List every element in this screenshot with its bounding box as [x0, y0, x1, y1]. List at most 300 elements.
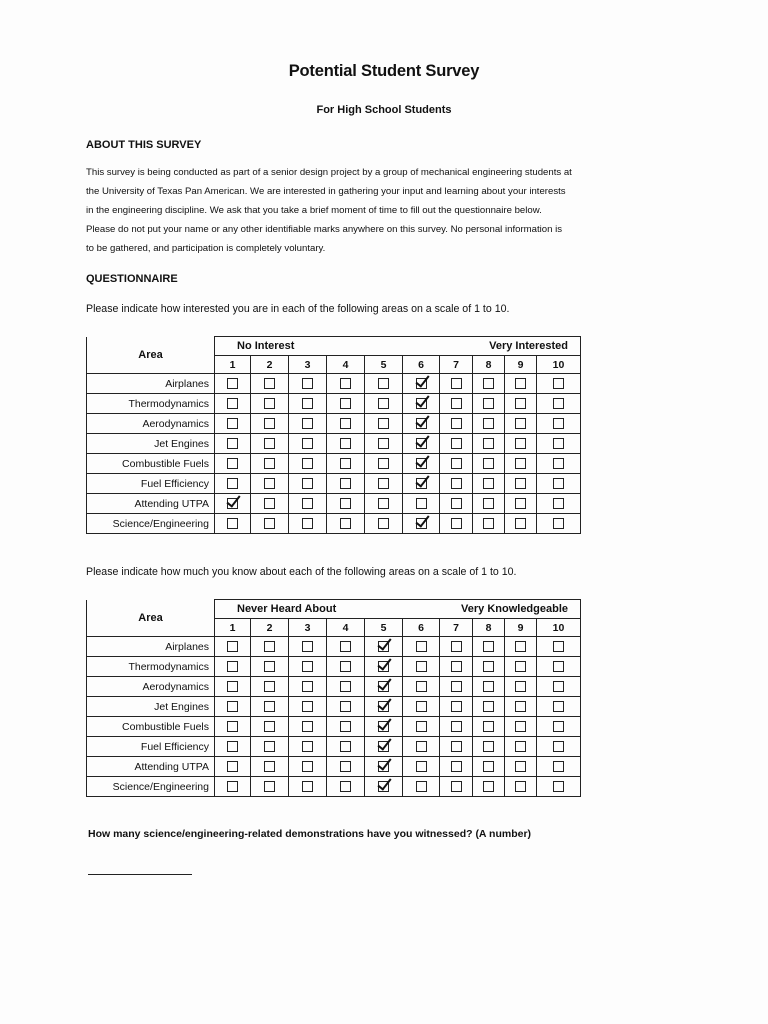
rating-checkbox[interactable] — [227, 761, 238, 772]
rating-checkbox[interactable] — [515, 781, 526, 792]
rating-checkbox[interactable] — [378, 498, 389, 509]
rating-checkbox[interactable] — [451, 701, 462, 712]
rating-cell — [473, 474, 505, 494]
rating-cell — [365, 737, 403, 757]
rating-cell — [215, 697, 251, 717]
rating-cell — [289, 414, 327, 434]
rating-checkbox[interactable] — [451, 398, 462, 409]
about-line: Please do not put your name or any other identifiable marks anywhere on this survey. No personal information is — [86, 224, 563, 235]
rating-cell — [473, 514, 505, 534]
rating-cell — [537, 757, 581, 777]
rating-cell — [505, 717, 537, 737]
rating-checkbox[interactable] — [451, 721, 462, 732]
scale-number: 5 — [365, 356, 403, 374]
scale-number: 4 — [327, 619, 365, 637]
rating-checkbox[interactable] — [264, 681, 275, 692]
rating-checkbox[interactable] — [416, 741, 427, 752]
rating-checkbox-checked[interactable] — [416, 458, 427, 469]
rating-cell — [215, 757, 251, 777]
rating-checkbox[interactable] — [340, 398, 351, 409]
knowledge-instruction: Please indicate how much you know about each of the following areas on a scale of 1 to 10. — [86, 566, 517, 578]
rating-checkbox[interactable] — [227, 661, 238, 672]
rating-checkbox[interactable] — [264, 781, 275, 792]
rating-checkbox[interactable] — [515, 498, 526, 509]
rating-cell — [365, 717, 403, 737]
rating-checkbox[interactable] — [302, 681, 313, 692]
rating-cell — [440, 454, 473, 474]
rating-cell — [251, 717, 289, 737]
rating-checkbox[interactable] — [515, 741, 526, 752]
rating-row — [87, 757, 581, 777]
rating-checkbox[interactable] — [515, 418, 526, 429]
rating-checkbox[interactable] — [483, 741, 494, 752]
rating-checkbox[interactable] — [227, 641, 238, 652]
rating-checkbox[interactable] — [340, 661, 351, 672]
rating-checkbox[interactable] — [515, 518, 526, 529]
rating-cell — [505, 677, 537, 697]
rating-cell — [289, 757, 327, 777]
rating-checkbox[interactable] — [553, 478, 564, 489]
rating-cell — [505, 657, 537, 677]
rating-checkbox[interactable] — [553, 438, 564, 449]
rating-checkbox[interactable] — [483, 398, 494, 409]
rating-cell — [215, 717, 251, 737]
rating-checkbox[interactable] — [483, 378, 494, 389]
rating-cell — [440, 657, 473, 677]
scale-number: 7 — [440, 619, 473, 637]
rating-cell — [403, 677, 440, 697]
rating-checkbox-checked[interactable] — [378, 701, 389, 712]
rating-cell — [537, 697, 581, 717]
rating-checkbox[interactable] — [340, 761, 351, 772]
rating-cell — [403, 657, 440, 677]
rating-cell — [327, 394, 365, 414]
rating-cell — [403, 394, 440, 414]
rating-checkbox[interactable] — [515, 761, 526, 772]
rating-checkbox[interactable] — [378, 518, 389, 529]
rating-checkbox[interactable] — [553, 418, 564, 429]
rating-checkbox[interactable] — [515, 661, 526, 672]
rating-checkbox[interactable] — [451, 761, 462, 772]
rating-checkbox[interactable] — [416, 721, 427, 732]
rating-checkbox[interactable] — [553, 741, 564, 752]
rating-cell — [215, 474, 251, 494]
rating-cell — [403, 494, 440, 514]
rating-cell — [403, 434, 440, 454]
rating-checkbox[interactable] — [515, 458, 526, 469]
scale-low-label: No Interest — [237, 340, 295, 352]
rating-checkbox[interactable] — [451, 661, 462, 672]
rating-checkbox[interactable] — [302, 418, 313, 429]
rating-checkbox[interactable] — [227, 418, 238, 429]
rating-cell — [215, 374, 251, 394]
rating-checkbox[interactable] — [416, 761, 427, 772]
scale-number: 1 — [215, 356, 251, 374]
rating-checkbox[interactable] — [451, 641, 462, 652]
scale-number: 9 — [505, 619, 537, 637]
rating-cell — [473, 677, 505, 697]
rating-checkbox[interactable] — [483, 438, 494, 449]
rating-row — [87, 637, 581, 657]
rating-checkbox[interactable] — [451, 741, 462, 752]
rating-cell — [440, 777, 473, 797]
rating-checkbox[interactable] — [340, 498, 351, 509]
rating-cell — [327, 414, 365, 434]
rating-checkbox[interactable] — [553, 378, 564, 389]
rating-checkbox[interactable] — [483, 478, 494, 489]
rating-checkbox[interactable] — [302, 378, 313, 389]
rating-cell — [251, 697, 289, 717]
rating-checkbox[interactable] — [483, 498, 494, 509]
page-subtitle: For High School Students — [316, 104, 452, 116]
rating-checkbox[interactable] — [416, 781, 427, 792]
rating-cell — [440, 514, 473, 534]
rating-checkbox[interactable] — [483, 641, 494, 652]
rating-cell — [365, 777, 403, 797]
rating-checkbox[interactable] — [340, 438, 351, 449]
rating-cell — [473, 737, 505, 757]
rating-checkbox[interactable] — [227, 438, 238, 449]
rating-cell — [403, 757, 440, 777]
rating-cell — [473, 717, 505, 737]
rating-checkbox[interactable] — [553, 641, 564, 652]
rating-cell — [327, 777, 365, 797]
rating-cell — [327, 374, 365, 394]
rating-cell — [251, 514, 289, 534]
rating-cell — [440, 394, 473, 414]
rating-checkbox[interactable] — [227, 701, 238, 712]
rating-checkbox[interactable] — [553, 681, 564, 692]
scale-header — [215, 600, 581, 619]
rating-checkbox[interactable] — [553, 781, 564, 792]
rating-checkbox[interactable] — [264, 661, 275, 672]
rating-checkbox[interactable] — [227, 518, 238, 529]
area-label: Thermodynamics — [87, 657, 215, 677]
scale-number: 10 — [537, 356, 581, 374]
rating-cell — [365, 494, 403, 514]
rating-cell — [537, 494, 581, 514]
rating-checkbox[interactable] — [515, 701, 526, 712]
rating-checkbox-checked[interactable] — [378, 681, 389, 692]
rating-checkbox[interactable] — [483, 681, 494, 692]
rating-checkbox[interactable] — [264, 721, 275, 732]
rating-cell — [505, 374, 537, 394]
rating-cell — [505, 474, 537, 494]
rating-checkbox[interactable] — [264, 498, 275, 509]
rating-checkbox[interactable] — [264, 478, 275, 489]
rating-checkbox[interactable] — [483, 701, 494, 712]
rating-cell — [215, 514, 251, 534]
rating-cell — [251, 374, 289, 394]
rating-cell — [537, 374, 581, 394]
rating-cell — [365, 374, 403, 394]
rating-checkbox[interactable] — [553, 518, 564, 529]
rating-cell — [505, 514, 537, 534]
rating-row — [87, 514, 581, 534]
rating-checkbox[interactable] — [515, 721, 526, 732]
interest-instruction: Please indicate how interested you are in each of the following areas on a scale of 1 to 10. — [86, 303, 510, 315]
rating-cell — [365, 677, 403, 697]
rating-checkbox[interactable] — [416, 701, 427, 712]
scale-number: 8 — [473, 356, 505, 374]
rating-checkbox[interactable] — [227, 741, 238, 752]
rating-cell — [365, 514, 403, 534]
rating-checkbox[interactable] — [515, 378, 526, 389]
scale-number: 3 — [289, 619, 327, 637]
rating-checkbox[interactable] — [340, 721, 351, 732]
area-label: Combustible Fuels — [87, 717, 215, 737]
rating-checkbox[interactable] — [515, 641, 526, 652]
rating-checkbox[interactable] — [553, 661, 564, 672]
rating-checkbox[interactable] — [302, 721, 313, 732]
scale-number: 5 — [365, 619, 403, 637]
rating-checkbox[interactable] — [483, 761, 494, 772]
rating-cell — [289, 697, 327, 717]
rating-checkbox[interactable] — [264, 378, 275, 389]
rating-checkbox[interactable] — [340, 741, 351, 752]
rating-cell — [215, 494, 251, 514]
rating-cell — [505, 434, 537, 454]
rating-checkbox[interactable] — [553, 458, 564, 469]
rating-checkbox[interactable] — [451, 418, 462, 429]
rating-cell — [251, 454, 289, 474]
rating-checkbox[interactable] — [227, 478, 238, 489]
rating-checkbox[interactable] — [451, 681, 462, 692]
rating-cell — [289, 677, 327, 697]
rating-checkbox-checked[interactable] — [416, 398, 427, 409]
rating-checkbox-checked[interactable] — [227, 498, 238, 509]
rating-cell — [440, 474, 473, 494]
rating-checkbox[interactable] — [378, 398, 389, 409]
demonstrations-answer-line[interactable] — [88, 874, 192, 875]
rating-cell — [537, 777, 581, 797]
rating-checkbox[interactable] — [451, 498, 462, 509]
rating-checkbox[interactable] — [483, 458, 494, 469]
rating-row — [87, 677, 581, 697]
rating-cell — [215, 637, 251, 657]
rating-checkbox[interactable] — [451, 438, 462, 449]
scale-number: 10 — [537, 619, 581, 637]
rating-checkbox[interactable] — [302, 518, 313, 529]
rating-checkbox[interactable] — [264, 438, 275, 449]
rating-checkbox-checked[interactable] — [378, 781, 389, 792]
rating-checkbox[interactable] — [302, 741, 313, 752]
area-label: Aerodynamics — [87, 677, 215, 697]
rating-cell — [289, 474, 327, 494]
scale-number: 6 — [403, 619, 440, 637]
demonstrations-question: How many science/engineering-related demonstrations have you witnessed? (A number) — [88, 828, 532, 840]
rating-cell — [473, 757, 505, 777]
rating-checkbox[interactable] — [302, 478, 313, 489]
area-label: Jet Engines — [87, 434, 215, 454]
rating-checkbox[interactable] — [483, 661, 494, 672]
rating-checkbox[interactable] — [227, 398, 238, 409]
rating-cell — [440, 717, 473, 737]
rating-cell — [215, 677, 251, 697]
scale-number: 1 — [215, 619, 251, 637]
scale-header — [215, 337, 581, 356]
rating-checkbox[interactable] — [416, 661, 427, 672]
rating-checkbox[interactable] — [340, 681, 351, 692]
rating-checkbox[interactable] — [302, 398, 313, 409]
rating-checkbox[interactable] — [302, 641, 313, 652]
rating-cell — [365, 414, 403, 434]
rating-cell — [251, 494, 289, 514]
rating-checkbox[interactable] — [340, 378, 351, 389]
scale-number: 7 — [440, 356, 473, 374]
rating-cell — [251, 394, 289, 414]
rating-checkbox[interactable] — [416, 498, 427, 509]
rating-cell — [505, 697, 537, 717]
scale-number: 6 — [403, 356, 440, 374]
rating-cell — [537, 414, 581, 434]
rating-checkbox[interactable] — [227, 781, 238, 792]
rating-cell — [365, 434, 403, 454]
rating-cell — [289, 374, 327, 394]
rating-cell — [505, 637, 537, 657]
rating-checkbox[interactable] — [378, 418, 389, 429]
rating-checkbox[interactable] — [451, 781, 462, 792]
rating-checkbox[interactable] — [340, 478, 351, 489]
rating-cell — [473, 374, 505, 394]
rating-row — [87, 474, 581, 494]
rating-checkbox-checked[interactable] — [378, 661, 389, 672]
rating-cell — [505, 394, 537, 414]
rating-checkbox[interactable] — [515, 438, 526, 449]
rating-cell — [473, 394, 505, 414]
rating-cell — [440, 737, 473, 757]
rating-cell — [289, 657, 327, 677]
rating-cell — [505, 757, 537, 777]
rating-checkbox-checked[interactable] — [416, 478, 427, 489]
rating-checkbox[interactable] — [553, 761, 564, 772]
rating-checkbox[interactable] — [483, 518, 494, 529]
rating-checkbox[interactable] — [378, 478, 389, 489]
rating-checkbox[interactable] — [515, 681, 526, 692]
rating-cell — [327, 717, 365, 737]
rating-checkbox[interactable] — [378, 438, 389, 449]
rating-checkbox[interactable] — [264, 761, 275, 772]
rating-cell — [251, 677, 289, 697]
rating-checkbox-checked[interactable] — [378, 641, 389, 652]
rating-cell — [440, 414, 473, 434]
rating-checkbox[interactable] — [451, 378, 462, 389]
rating-checkbox[interactable] — [553, 498, 564, 509]
rating-checkbox-checked[interactable] — [378, 761, 389, 772]
rating-checkbox[interactable] — [264, 518, 275, 529]
page-title: Potential Student Survey — [288, 62, 480, 80]
rating-checkbox[interactable] — [416, 681, 427, 692]
rating-checkbox-checked[interactable] — [416, 418, 427, 429]
rating-checkbox[interactable] — [451, 518, 462, 529]
rating-checkbox[interactable] — [302, 438, 313, 449]
rating-cell — [473, 697, 505, 717]
area-label: Science/Engineering — [87, 777, 215, 797]
rating-cell — [365, 657, 403, 677]
rating-checkbox-checked[interactable] — [378, 741, 389, 752]
rating-cell — [473, 657, 505, 677]
rating-checkbox[interactable] — [378, 378, 389, 389]
rating-cell — [365, 637, 403, 657]
rating-checkbox[interactable] — [227, 721, 238, 732]
rating-checkbox-checked[interactable] — [378, 721, 389, 732]
area-column-header: Area — [87, 600, 215, 637]
rating-checkbox[interactable] — [553, 701, 564, 712]
rating-checkbox[interactable] — [515, 398, 526, 409]
rating-checkbox[interactable] — [227, 378, 238, 389]
rating-checkbox[interactable] — [451, 458, 462, 469]
rating-checkbox[interactable] — [340, 701, 351, 712]
rating-checkbox[interactable] — [340, 518, 351, 529]
rating-checkbox[interactable] — [302, 458, 313, 469]
rating-cell — [289, 737, 327, 757]
rating-checkbox[interactable] — [340, 641, 351, 652]
rating-row — [87, 657, 581, 677]
rating-checkbox[interactable] — [264, 641, 275, 652]
rating-checkbox[interactable] — [302, 781, 313, 792]
rating-checkbox[interactable] — [302, 498, 313, 509]
rating-row — [87, 374, 581, 394]
rating-cell — [537, 394, 581, 414]
rating-checkbox[interactable] — [340, 418, 351, 429]
rating-cell — [537, 677, 581, 697]
rating-cell — [537, 454, 581, 474]
rating-checkbox[interactable] — [302, 701, 313, 712]
rating-checkbox[interactable] — [264, 418, 275, 429]
rating-row — [87, 394, 581, 414]
rating-cell — [440, 677, 473, 697]
rating-cell — [251, 777, 289, 797]
about-line: to be gathered, and participation is completely voluntary. — [86, 243, 326, 254]
rating-checkbox[interactable] — [302, 761, 313, 772]
about-line: This survey is being conducted as part of a senior design project by a group of mechanical engineering students at — [86, 167, 572, 178]
rating-checkbox[interactable] — [553, 398, 564, 409]
rating-checkbox[interactable] — [451, 478, 462, 489]
rating-cell — [537, 637, 581, 657]
rating-checkbox[interactable] — [378, 458, 389, 469]
rating-checkbox[interactable] — [340, 458, 351, 469]
rating-checkbox[interactable] — [553, 721, 564, 732]
rating-checkbox[interactable] — [483, 418, 494, 429]
area-label: Thermodynamics — [87, 394, 215, 414]
rating-checkbox[interactable] — [227, 458, 238, 469]
rating-cell — [215, 737, 251, 757]
rating-checkbox[interactable] — [483, 721, 494, 732]
rating-cell — [251, 474, 289, 494]
rating-cell — [537, 717, 581, 737]
rating-cell — [473, 454, 505, 474]
rating-checkbox-checked[interactable] — [416, 438, 427, 449]
rating-checkbox-checked[interactable] — [416, 518, 427, 529]
rating-checkbox[interactable] — [515, 478, 526, 489]
rating-checkbox[interactable] — [264, 398, 275, 409]
rating-cell — [440, 374, 473, 394]
rating-checkbox[interactable] — [264, 701, 275, 712]
rating-checkbox-checked[interactable] — [416, 378, 427, 389]
rating-checkbox[interactable] — [227, 681, 238, 692]
rating-cell — [537, 514, 581, 534]
rating-checkbox[interactable] — [264, 741, 275, 752]
rating-checkbox[interactable] — [483, 781, 494, 792]
rating-row — [87, 434, 581, 454]
rating-checkbox[interactable] — [340, 781, 351, 792]
rating-cell — [215, 777, 251, 797]
rating-cell — [327, 737, 365, 757]
rating-checkbox[interactable] — [264, 458, 275, 469]
rating-checkbox[interactable] — [416, 641, 427, 652]
rating-checkbox[interactable] — [302, 661, 313, 672]
rating-cell — [215, 394, 251, 414]
